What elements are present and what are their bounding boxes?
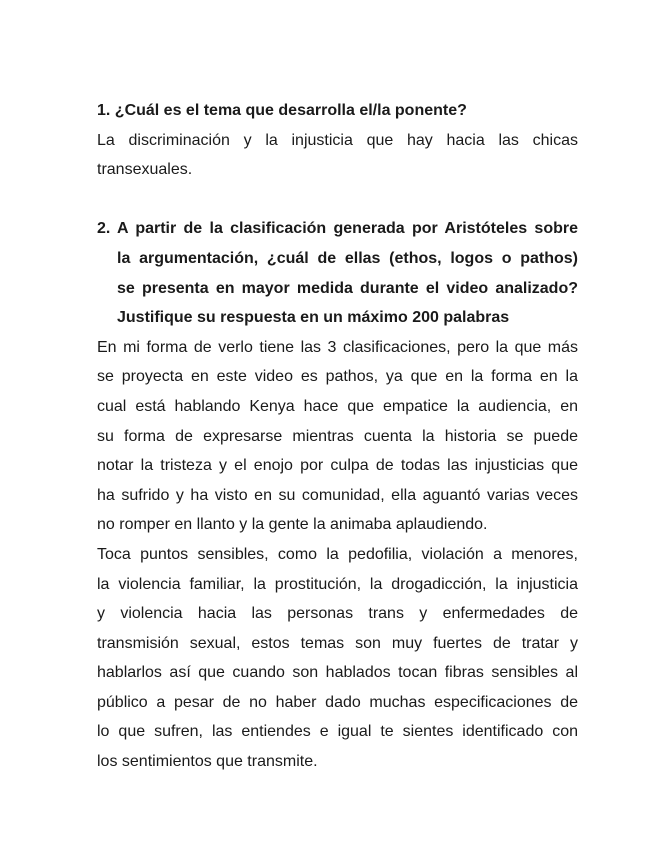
question-1-answer-line: La discriminación y la injusticia que hay hacia las chicas bbox=[97, 131, 578, 149]
paragraph-1-line: no romper en llanto y la gente la animaba aplaudiendo. bbox=[97, 516, 488, 534]
paragraph-1-line: cual está hablando Kenya hace que empatice la audiencia, en bbox=[97, 397, 578, 415]
paragraph-1-line: se proyecta en este video es pathos, ya que en la forma en la bbox=[97, 368, 578, 386]
question-2-title-line: Justifique su respuesta en un máximo 200 palabras bbox=[117, 309, 510, 327]
document-page bbox=[97, 96, 578, 777]
paragraph-1-line: su forma de expresarse mientras cuenta la historia se puede bbox=[97, 427, 578, 445]
paragraph-2-line: transmisión sexual, estos temas son muy fuertes de tratar y bbox=[97, 634, 578, 652]
paragraph-2-line: y violencia hacia las personas trans y enfermedades de bbox=[97, 605, 578, 623]
paragraph-2-line: hablarlos así que cuando son hablados tocan fibras sensibles al bbox=[97, 664, 578, 682]
question-2-title-line: se presenta en mayor medida durante el video analizado? bbox=[117, 279, 578, 297]
question-2-title-line: 2. A partir de la clasificación generada por Aristóteles sobre bbox=[97, 220, 578, 238]
paragraph-2-line: público a pesar de no haber dado muchas especificaciones de bbox=[97, 693, 578, 711]
question-1-answer-line: transexuales. bbox=[97, 161, 193, 179]
paragraph-2-line: Toca puntos sensibles, como la pedofilia, violación a menores, bbox=[97, 545, 578, 563]
paragraph-2-line: los sentimientos que transmite. bbox=[97, 753, 318, 771]
question-2-title-line: la argumentación, ¿cuál de ellas (ethos, logos o pathos) bbox=[117, 249, 578, 267]
section-gap bbox=[97, 185, 578, 215]
question-1-title: 1. ¿Cuál es el tema que desarrolla el/la ponente? bbox=[97, 102, 467, 119]
paragraph-2-line: lo que sufren, las entiendes e igual te sientes identificado con bbox=[97, 723, 578, 741]
paragraph-1-line: ha sufrido y ha visto en su comunidad, ella aguantó varias veces bbox=[97, 486, 578, 504]
paragraph-1-line: notar la tristeza y el enojo por culpa de todas las injusticias que bbox=[97, 457, 578, 475]
paragraph-2-line: la violencia familiar, la prostitución, la drogadicción, la injusticia bbox=[97, 575, 578, 593]
paragraph-1-line: En mi forma de verlo tiene las 3 clasificaciones, pero la que más bbox=[97, 338, 578, 356]
